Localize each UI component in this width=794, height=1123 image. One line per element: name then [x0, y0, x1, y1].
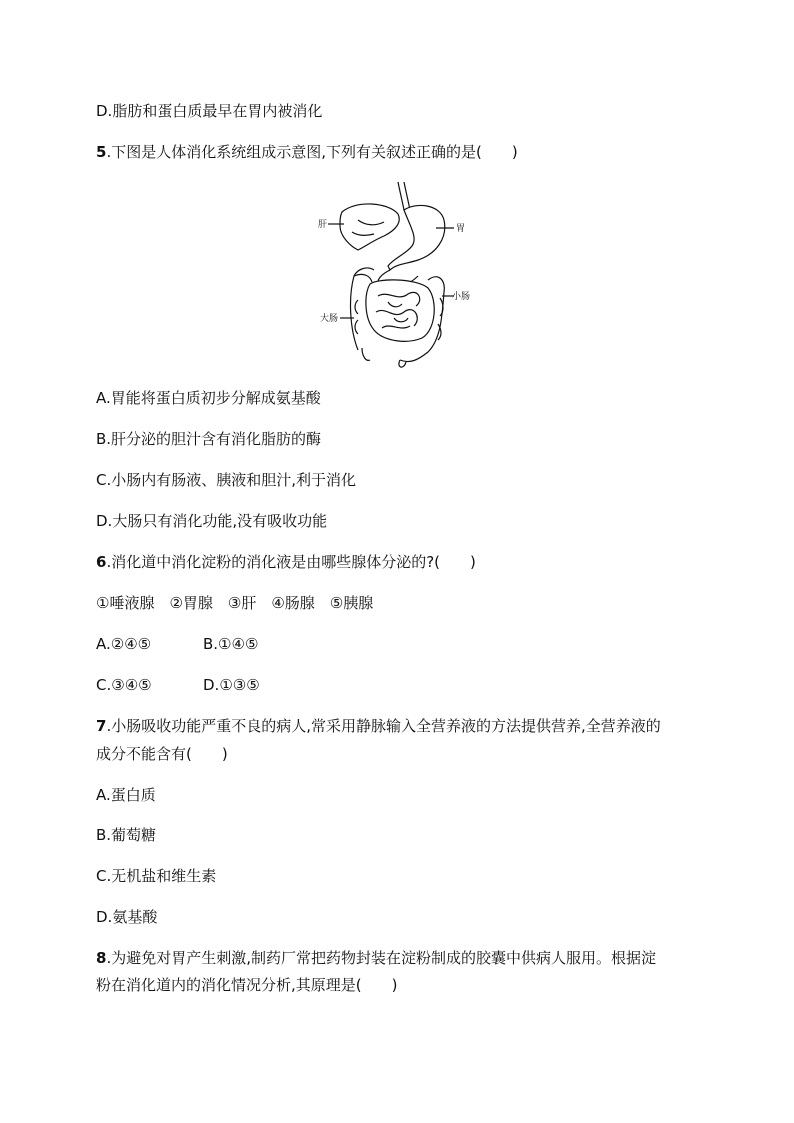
liver-shape [340, 204, 399, 250]
q6-items: ①唾液腺 ②胃腺 ③肝 ④肠腺 ⑤胰腺 [96, 594, 374, 612]
q6-option-d: D.①③⑤ [203, 676, 260, 694]
q6-number: 6 [96, 553, 107, 571]
q6-options-row1 [96, 634, 396, 654]
q5-option-c: C.小肠内有肠液、胰液和胆汁,利于消化 [96, 471, 357, 489]
q5-option-d: D.大肠只有消化功能,没有吸收功能 [96, 512, 328, 530]
q5-stem [96, 142, 518, 162]
esophagus-shape [398, 182, 404, 210]
q7-stem-text: .小肠吸收功能严重不良的病人,常采用静脉输入全营养液的方法提供营养,全营养液的 [106, 717, 661, 735]
q7-option-d: D.氨基酸 [96, 908, 158, 926]
digestive-system-figure [318, 180, 478, 370]
q7-stem-line1 [96, 716, 661, 736]
q7-number: 7 [96, 717, 107, 735]
digestive-system-diagram [318, 180, 478, 370]
label-stomach: 胃 [456, 224, 466, 234]
q8-stem-text: .为避免对胃产生刺激,制药厂常把药物封装在淀粉制成的胶囊中供病人服用。根据淀 [106, 949, 656, 967]
label-large-intestine: 大肠 [320, 314, 339, 324]
q6-option-c: C.③④⑤ [96, 676, 152, 694]
q6-stem-text: .消化道中消化淀粉的消化液是由哪些腺体分泌的?( ) [106, 553, 476, 571]
q7-stem-line2: 成分不能含有( ) [96, 745, 228, 763]
q8-number: 8 [96, 949, 107, 967]
q4-option-d: D.脂肪和蛋白质最早在胃内被消化 [96, 102, 323, 120]
q6-option-b: B.①④⑤ [203, 635, 259, 653]
q6-option-a: A.②④⑤ [96, 635, 152, 653]
q8-stem-line1 [96, 948, 656, 968]
label-small-intestine: 小肠 [452, 292, 471, 302]
small-intestine-shape [366, 280, 434, 341]
q7-option-c: C.无机盐和维生素 [96, 867, 217, 885]
q5-number: 5 [96, 143, 107, 161]
label-liver: 肝 [318, 220, 328, 230]
q5-option-a: A.胃能将蛋白质初步分解成氨基酸 [96, 389, 321, 407]
q8-stem-line2: 粉在消化道内的消化情况分析,其原理是( ) [96, 976, 398, 994]
q6-options-row2 [96, 675, 396, 695]
q7-option-a: A.蛋白质 [96, 786, 156, 804]
q5-stem-text: .下图是人体消化系统组成示意图,下列有关叙述正确的是( ) [106, 143, 518, 161]
q6-stem [96, 552, 476, 572]
q5-option-b: B.肝分泌的胆汁含有消化脂肪的酶 [96, 430, 322, 448]
q7-option-b: B.葡萄糖 [96, 826, 157, 844]
